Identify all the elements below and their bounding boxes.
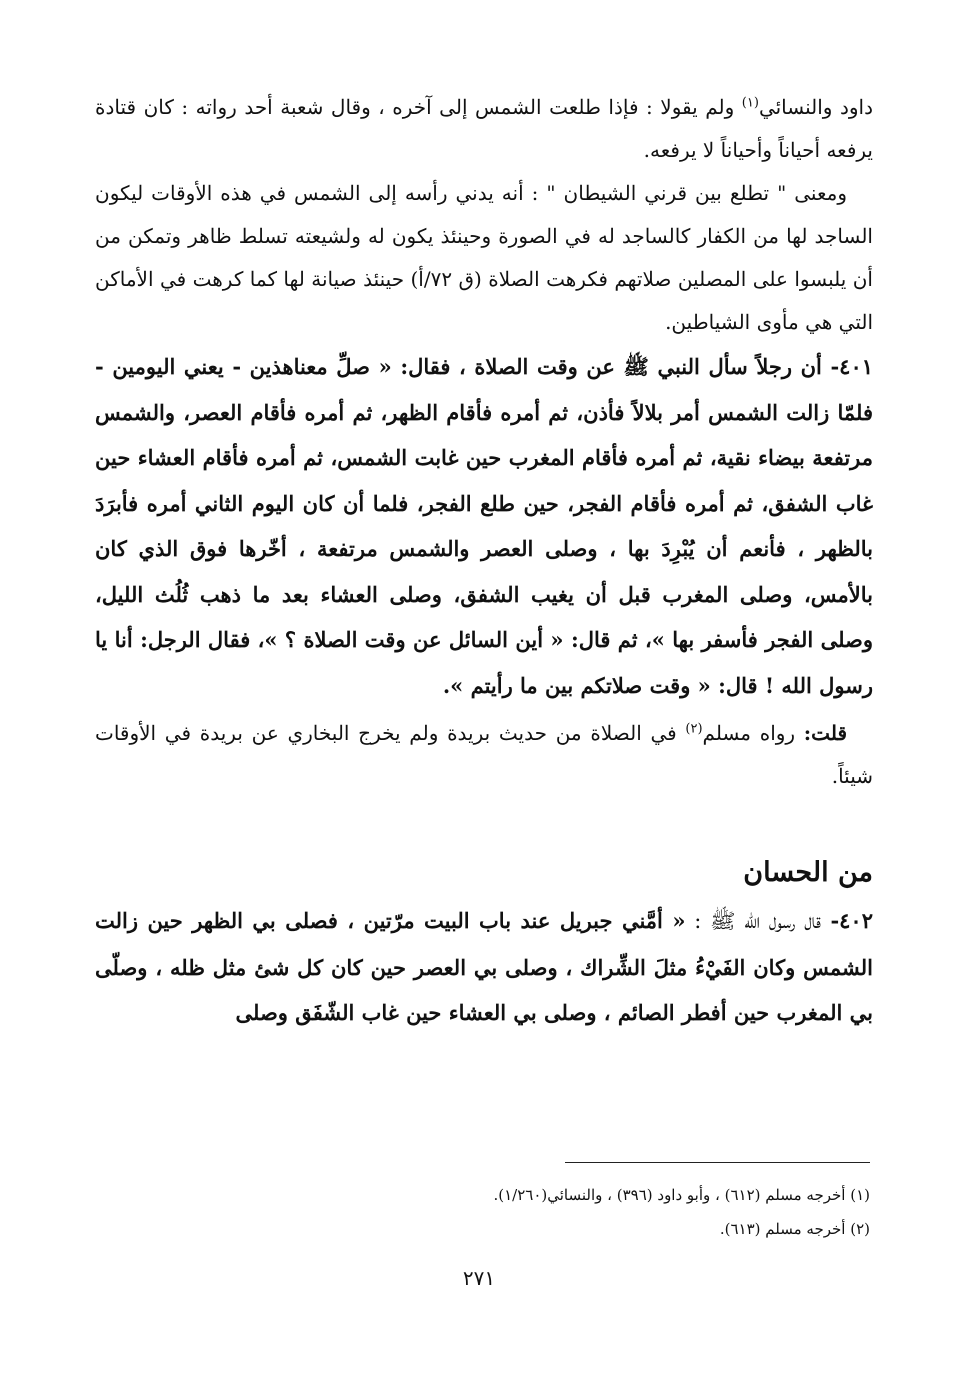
- footnotes: [170, 1178, 870, 1246]
- paragraph-1-start: داود والنسائي: [758, 95, 873, 119]
- hadith-402-text: « أمَّني جبريل عند باب البيت مرّتين ، فصلى بي الظهر حين زالت الشمس وكان الفَيْءُ مثلَ الشِّراك ، وصلى بي العصر حين كان كل شئ مثل ظله ، وصلّى بي المغرب حين أفطر الصائم ، وصلى بي العشاء حين غاب الشّفَق وصلى: [95, 908, 873, 1025]
- footnote-2: (٢) أخرجه مسلم (٦١٣).: [719, 1220, 870, 1238]
- page-number: ٢٧١: [462, 1266, 496, 1290]
- paragraph-1: [95, 86, 873, 172]
- comment-text-rest: في الصلاة من حديث بريدة ولم يخرج البخاري عن بريدة في الأوقات شيئاً.: [95, 721, 873, 788]
- footnote-ref-2[interactable]: (٢): [685, 721, 703, 737]
- comment-401: [95, 712, 873, 798]
- footnote-divider: [565, 1162, 870, 1163]
- paragraph-1-rest: ولم يقولا : فإذا طلعت الشمس إلى آخره ، وقال شعبة أحد رواته : كان قتادة يرفعه أحياناً وأحياناً لا يرفعه.: [95, 95, 873, 162]
- hadith-402: [95, 898, 873, 1036]
- section-title: من الحسان: [743, 857, 873, 888]
- hadith-402-intro: قال رسول الله ﷺ :: [685, 909, 821, 933]
- page-body: [95, 86, 873, 1036]
- hadith-401-text: أن رجلاً سأل النبي ﷺ عن وقت الصلاة ، فقال: « صلِّ معناهذين - يعني اليومين - فلمّا زالت الشمس أمر بلالاً فأذن، ثم أمره فأقام الظهر، ثم أمره فأقام العصر، والشمس مرتفعة بيضاء نقية، ثم أمره فأقام المغرب حين غابت الشمس، ثم أمره فأقام العشاء حين غاب الشفق، ثم أمره فأقام الفجر، حين طلع الفجر، فلما أن كان اليوم الثاني أمره فأبرَدَ بالظهر ، فأنعم أن يُبْرِدَ بها ، وصلى العصر والشمس مرتفعة ، أخّرها فوق الذي كان بالأمس، وصلى المغرب قبل أن يغيب الشفق، وصلى العشاء بعد ما ذهب ثُلُث الليل، وصلى الفجر فأسفر بها »، ثم قال: « أين السائل عن وقت الصلاة ؟ »، فقال الرجل: أنا يا رسول الله ! قال: « وقت صلاتكم بين ما رأيتم ».: [95, 354, 873, 698]
- footnote-1: (١) أخرجه مسلم (٦١٢) ، وأبو داود (٣٩٦) ، والنسائي(١/٢٦٠).: [493, 1186, 870, 1204]
- paragraph-2: ومعنى " تطلع بين قرني الشيطان " : أنه يدني رأسه إلى الشمس في هذه الأوقات ليكون الساجد لها من الكفار كالساجد له في الصورة وحينئذ يكون له ولشيعته تسلط ظاهر وتمكن من أن يلبسوا على المصلين صلاتهم فكرهت الصلاة (ق ٧٢/أ) حينئذ صيانة لها كما كرهت في الأماكن التي هي مأوى الشياطين.: [95, 181, 873, 334]
- footnote-ref-1[interactable]: (١): [741, 95, 759, 111]
- hadith-401-number: ٤٠١-: [821, 354, 874, 379]
- comment-text-start: رواه مسلم: [702, 721, 804, 745]
- hadith-401: [95, 344, 873, 708]
- hadith-402-number: ٤٠٢-: [820, 908, 873, 933]
- comment-label: قلت:: [803, 721, 847, 745]
